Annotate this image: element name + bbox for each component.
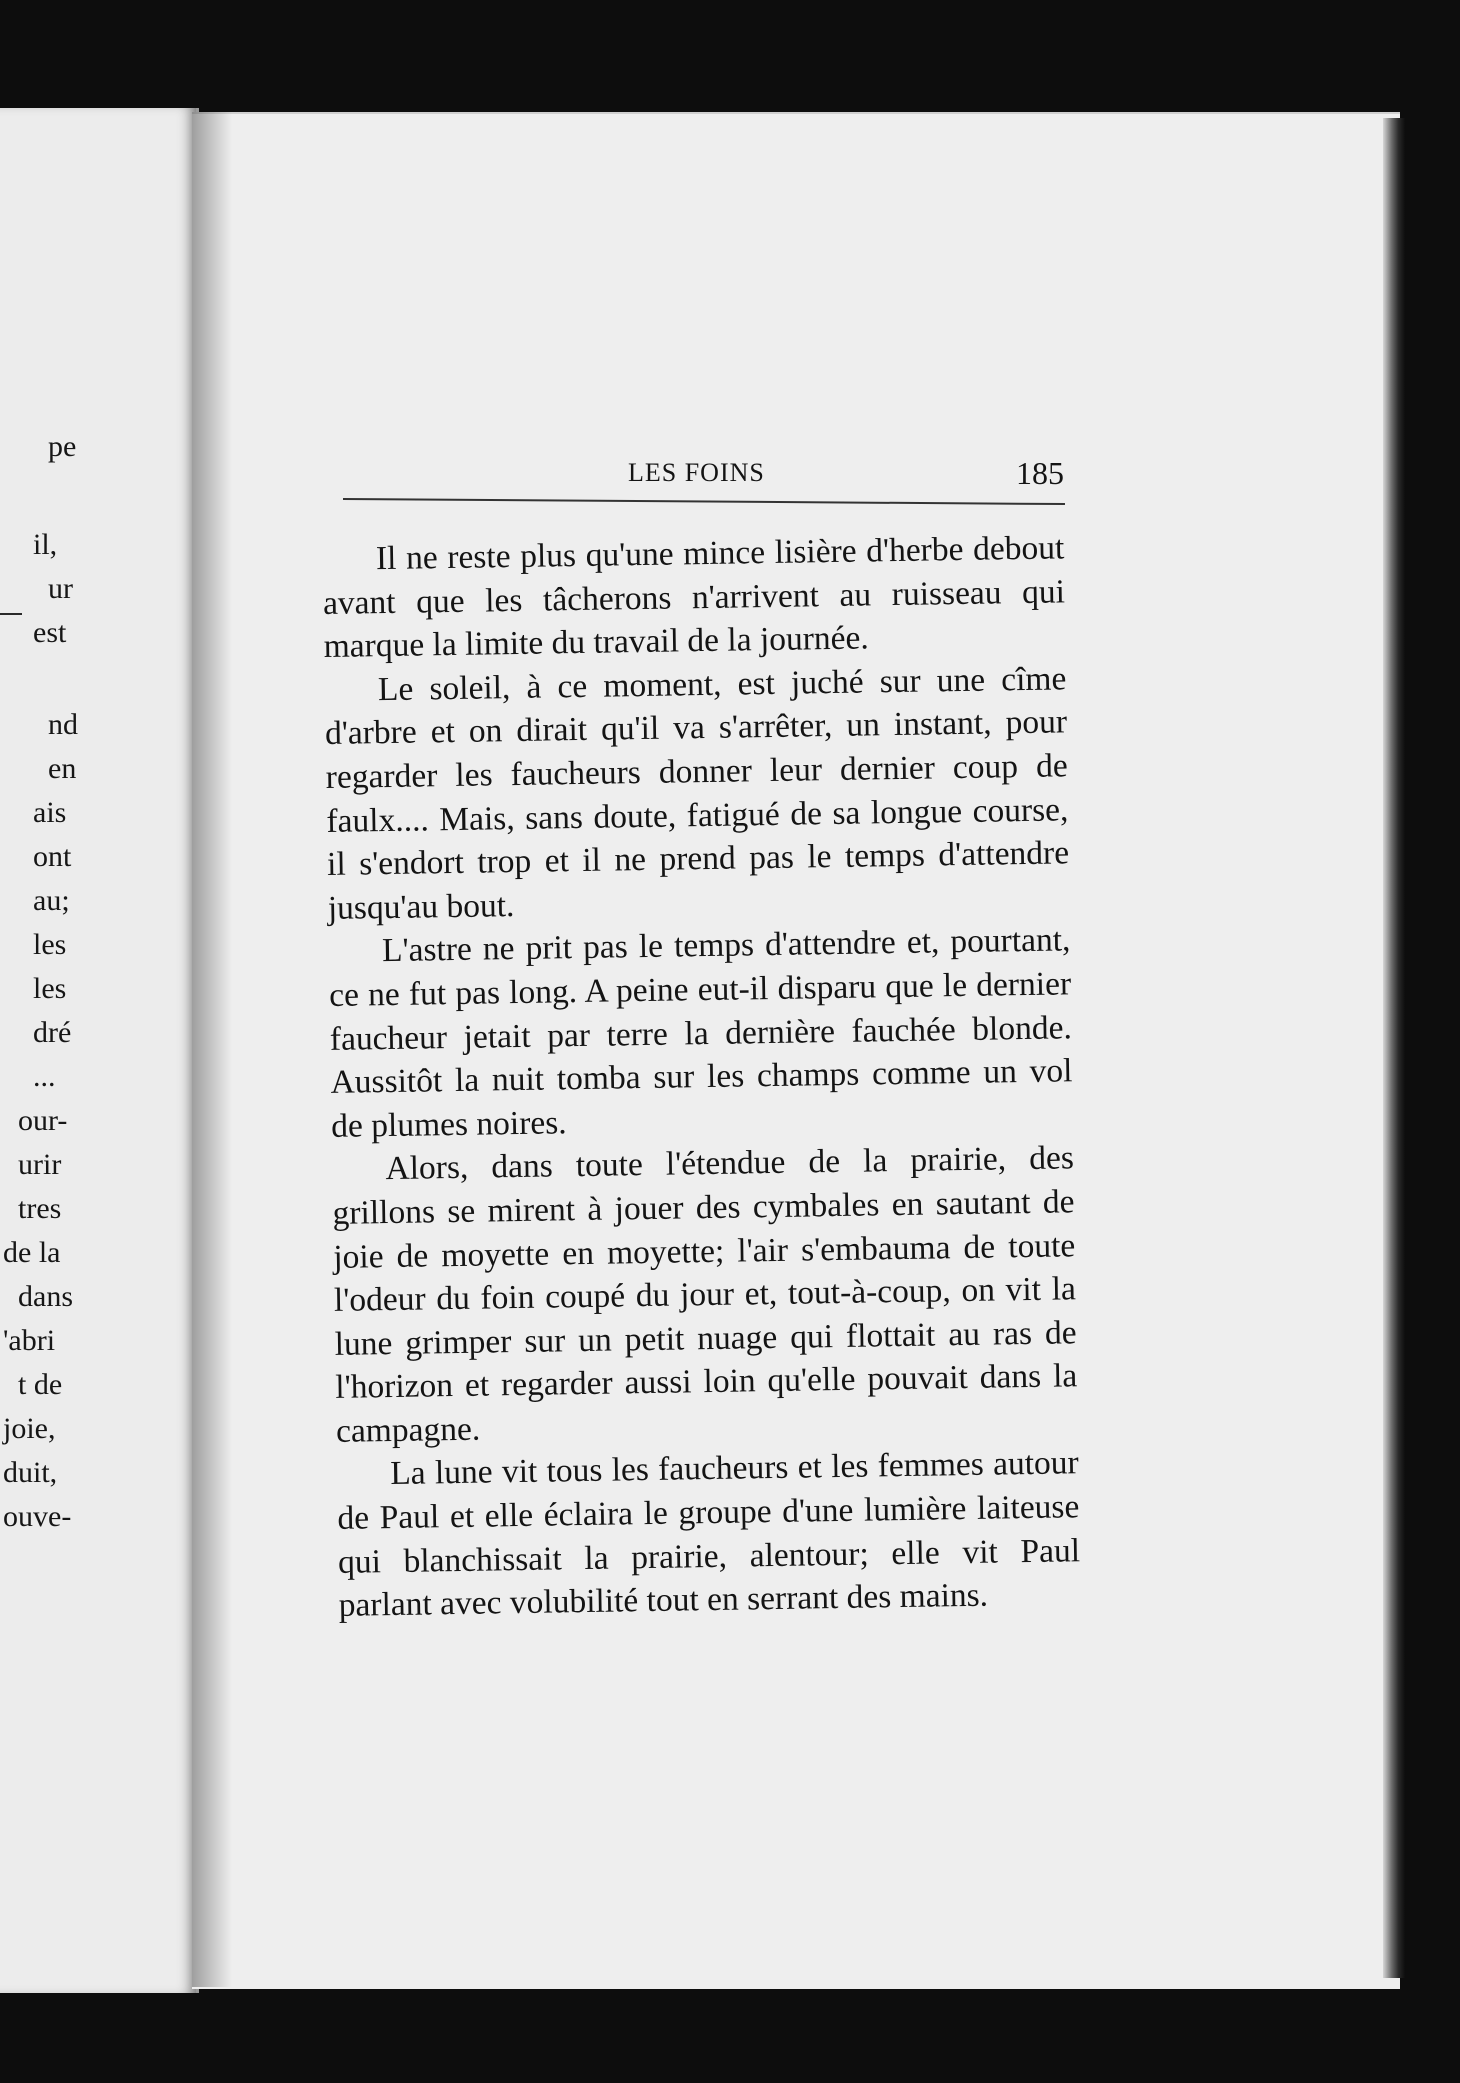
left-page-fragment: ais — [33, 796, 67, 829]
left-page-fragment: il, — [33, 528, 58, 561]
paragraph: Il ne reste plus qu'une mince lisière d'herbe debout avant que les tâcherons n'arrivent au ruisseau qui marque la limite du travail de la journée. — [322, 529, 1066, 666]
paragraph: La lune vit tous les faucheurs et les femmes autour de Paul et elle éclaira le groupe d'une lumière laiteuse qui blanchissait la prairie, alentour; elle vit Paul parlant avec volubilité tout en serrant des mains. — [337, 1444, 1081, 1625]
left-page-fragment: dré — [33, 1016, 72, 1049]
left-page-fragment: ... — [33, 1060, 56, 1093]
left-page-fragment: nd — [48, 708, 78, 741]
gutter-shadow — [192, 112, 232, 1987]
paragraph: Alors, dans toute l'étendue de la prairie, des grillons se mirent à jouer des cymbales en sautant de joie de moyette en moyette; l'air s'embauma de toute l'odeur du foin coupé du jour et, tout-à-coup, on vit la lune grimper sur un petit nuage qui flottait au ras de l'horizon et regarder aussi loin qu'elle pouvait dans la campagne. — [332, 1139, 1078, 1450]
page-number: 185 — [1016, 455, 1064, 491]
left-page-fragment: joie, — [3, 1412, 56, 1445]
left-page-fragment: de la — [3, 1236, 61, 1269]
left-page-fragment: 'abri — [3, 1324, 56, 1357]
left-page — [0, 108, 199, 1993]
left-page-fragment: tres — [18, 1192, 62, 1225]
left-page-fragment: dans — [18, 1280, 73, 1313]
paragraph: Le soleil, à ce moment, est juché sur une cîme d'arbre et on dirait qu'il va s'arrêter, un instant, pour regarder les faucheurs donner leur dernier coup de faulx.... Mais, sans doute, fatigué de sa longue course, il s'endort trop et il ne prend pas le temps d'attendre jusqu'au bout. — [324, 660, 1070, 927]
left-page-fragment: pe — [48, 430, 77, 463]
left-page-fragment: au; — [33, 884, 70, 917]
left-page-fragment: ont — [33, 840, 72, 873]
left-page-fragment: les — [33, 928, 67, 961]
left-page-fragment: urir — [18, 1148, 62, 1181]
left-page-fragment: t de — [18, 1368, 63, 1401]
left-page-fragment: est — [33, 616, 67, 649]
left-page-fragment: ur — [48, 572, 73, 605]
running-head: LES FOINS — [628, 458, 765, 487]
page-edge — [1383, 118, 1405, 1978]
left-page-fragment: les — [33, 972, 67, 1005]
body-text — [322, 526, 1081, 1627]
left-page-fragment: ouve- — [3, 1500, 72, 1533]
left-page-fragment: duit, — [3, 1456, 58, 1489]
left-page-fragment: our- — [18, 1104, 68, 1137]
paragraph: L'astre ne prit pas le temps d'attendre et, pourtant, ce ne fut pas long. A peine eut-il disparu que le dernier faucheur jetait par terre la dernière fauchée blonde. Aussitôt la nuit tomba sur les champs comme un vol de plumes noires. — [328, 921, 1073, 1145]
left-page-fragment: en — [48, 752, 77, 785]
left-page-head-rule — [0, 613, 22, 615]
